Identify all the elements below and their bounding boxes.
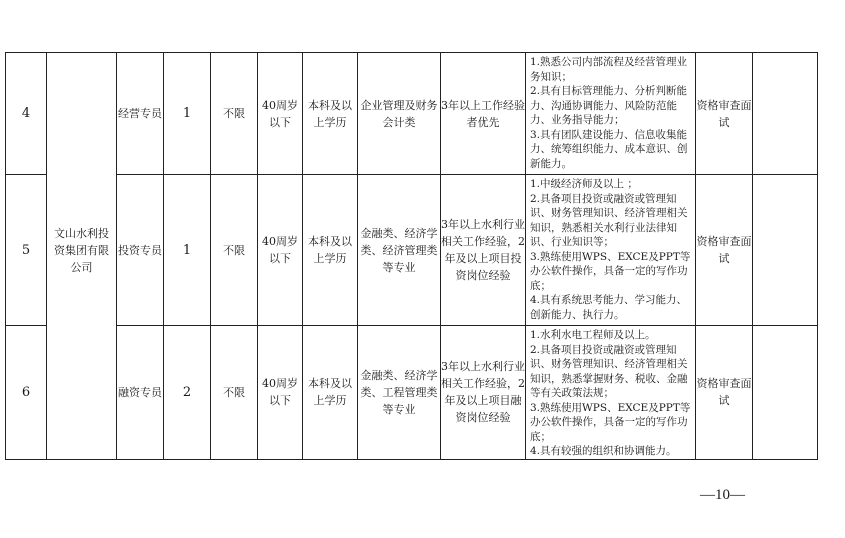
requirement-item: 4.具有系统思考能力、学习能力、创新能力、执行力。 xyxy=(530,294,688,321)
major-cell: 企业管理及财务会计类 xyxy=(358,53,441,175)
requirement-item: 1.中级经济师及以上 ； xyxy=(530,178,638,190)
major-cell: 金融类、经济学类、工程管理类等专业 xyxy=(358,326,441,460)
position-cell: 经营专员 xyxy=(117,53,164,175)
remarks-cell xyxy=(753,175,818,326)
requirement-item: 2.具备项目投资或融资或管理知识、财务管理知识、经济管理相关知识，熟悉相关水利行业法律知识、行业知识等； xyxy=(530,192,688,248)
recruitment-table xyxy=(5,52,818,460)
requirements-cell xyxy=(526,175,696,326)
requirement-item: 2.具有目标管理能力、分析判断能力、沟通协调能力、风险防范能力、业务指导能力； xyxy=(530,85,688,126)
experience-cell: 3年以上水利行业相关工作经验，2年及以上项目融资岗位经验 xyxy=(441,326,526,460)
requirement-item: 1.熟悉公司内部流程及经营管理业务知识； xyxy=(530,56,688,83)
company-cell xyxy=(47,326,117,460)
gender-cell: 不限 xyxy=(211,53,258,175)
requirement-item: 4.具有较强的组织和协调能力。 xyxy=(530,445,677,457)
remarks-cell xyxy=(753,53,818,175)
company-cell xyxy=(47,53,117,175)
requirement-item: 3.熟练使用WPS、EXCE及PPT等办公软件操作，具备一定的写作功底； xyxy=(530,250,691,292)
row-number: 6 xyxy=(6,326,47,460)
gender-cell: 不限 xyxy=(211,175,258,326)
row-number: 5 xyxy=(6,175,47,326)
company-name: 文山水利投资集团有限公司 xyxy=(47,175,117,326)
count-cell: 1 xyxy=(164,53,211,175)
count-cell: 2 xyxy=(164,326,211,460)
requirement-item: 2.具备项目投资或融资或管理知识、财务管理知识、经济管理相关知识，熟悉掌握财务、税收、金融等有关政策法规； xyxy=(530,343,688,399)
page-number: —10— xyxy=(700,487,745,503)
gender-cell: 不限 xyxy=(211,326,258,460)
requirement-item: 3.熟练使用WPS、EXCE及PPT等办公软件操作，具备一定的写作功底； xyxy=(530,401,691,443)
remarks-cell xyxy=(753,326,818,460)
table-row xyxy=(6,175,818,326)
table-row xyxy=(6,326,818,460)
position-cell: 投资专员 xyxy=(117,175,164,326)
method-cell: 资格审查面试 xyxy=(696,175,753,326)
count-cell: 1 xyxy=(164,175,211,326)
position-cell: 融资专员 xyxy=(117,326,164,460)
education-cell: 本科及以上学历 xyxy=(303,53,358,175)
experience-cell: 3年以上工作经验者优先 xyxy=(441,53,526,175)
experience-cell: 3年以上水利行业相关工作经验，2年及以上项目投资岗位经验 xyxy=(441,175,526,326)
education-cell: 本科及以上学历 xyxy=(303,175,358,326)
age-cell: 40周岁以下 xyxy=(258,53,303,175)
row-number: 4 xyxy=(6,53,47,175)
age-cell: 40周岁以下 xyxy=(258,175,303,326)
requirement-item: 3.具有团队建设能力、信息收集能力、统筹组织能力、成本意识、创新能力。 xyxy=(530,128,688,170)
requirement-item: 1.水利水电工程师及以上。 xyxy=(530,329,656,341)
age-cell: 40周岁以下 xyxy=(258,326,303,460)
major-cell: 金融类、经济学类、经济管理类等专业 xyxy=(358,175,441,326)
requirements-cell xyxy=(526,326,696,460)
requirements-cell xyxy=(526,53,696,175)
education-cell: 本科及以上学历 xyxy=(303,326,358,460)
method-cell: 资格审查面试 xyxy=(696,326,753,460)
table-row xyxy=(6,53,818,175)
method-cell: 资格审查面试 xyxy=(696,53,753,175)
